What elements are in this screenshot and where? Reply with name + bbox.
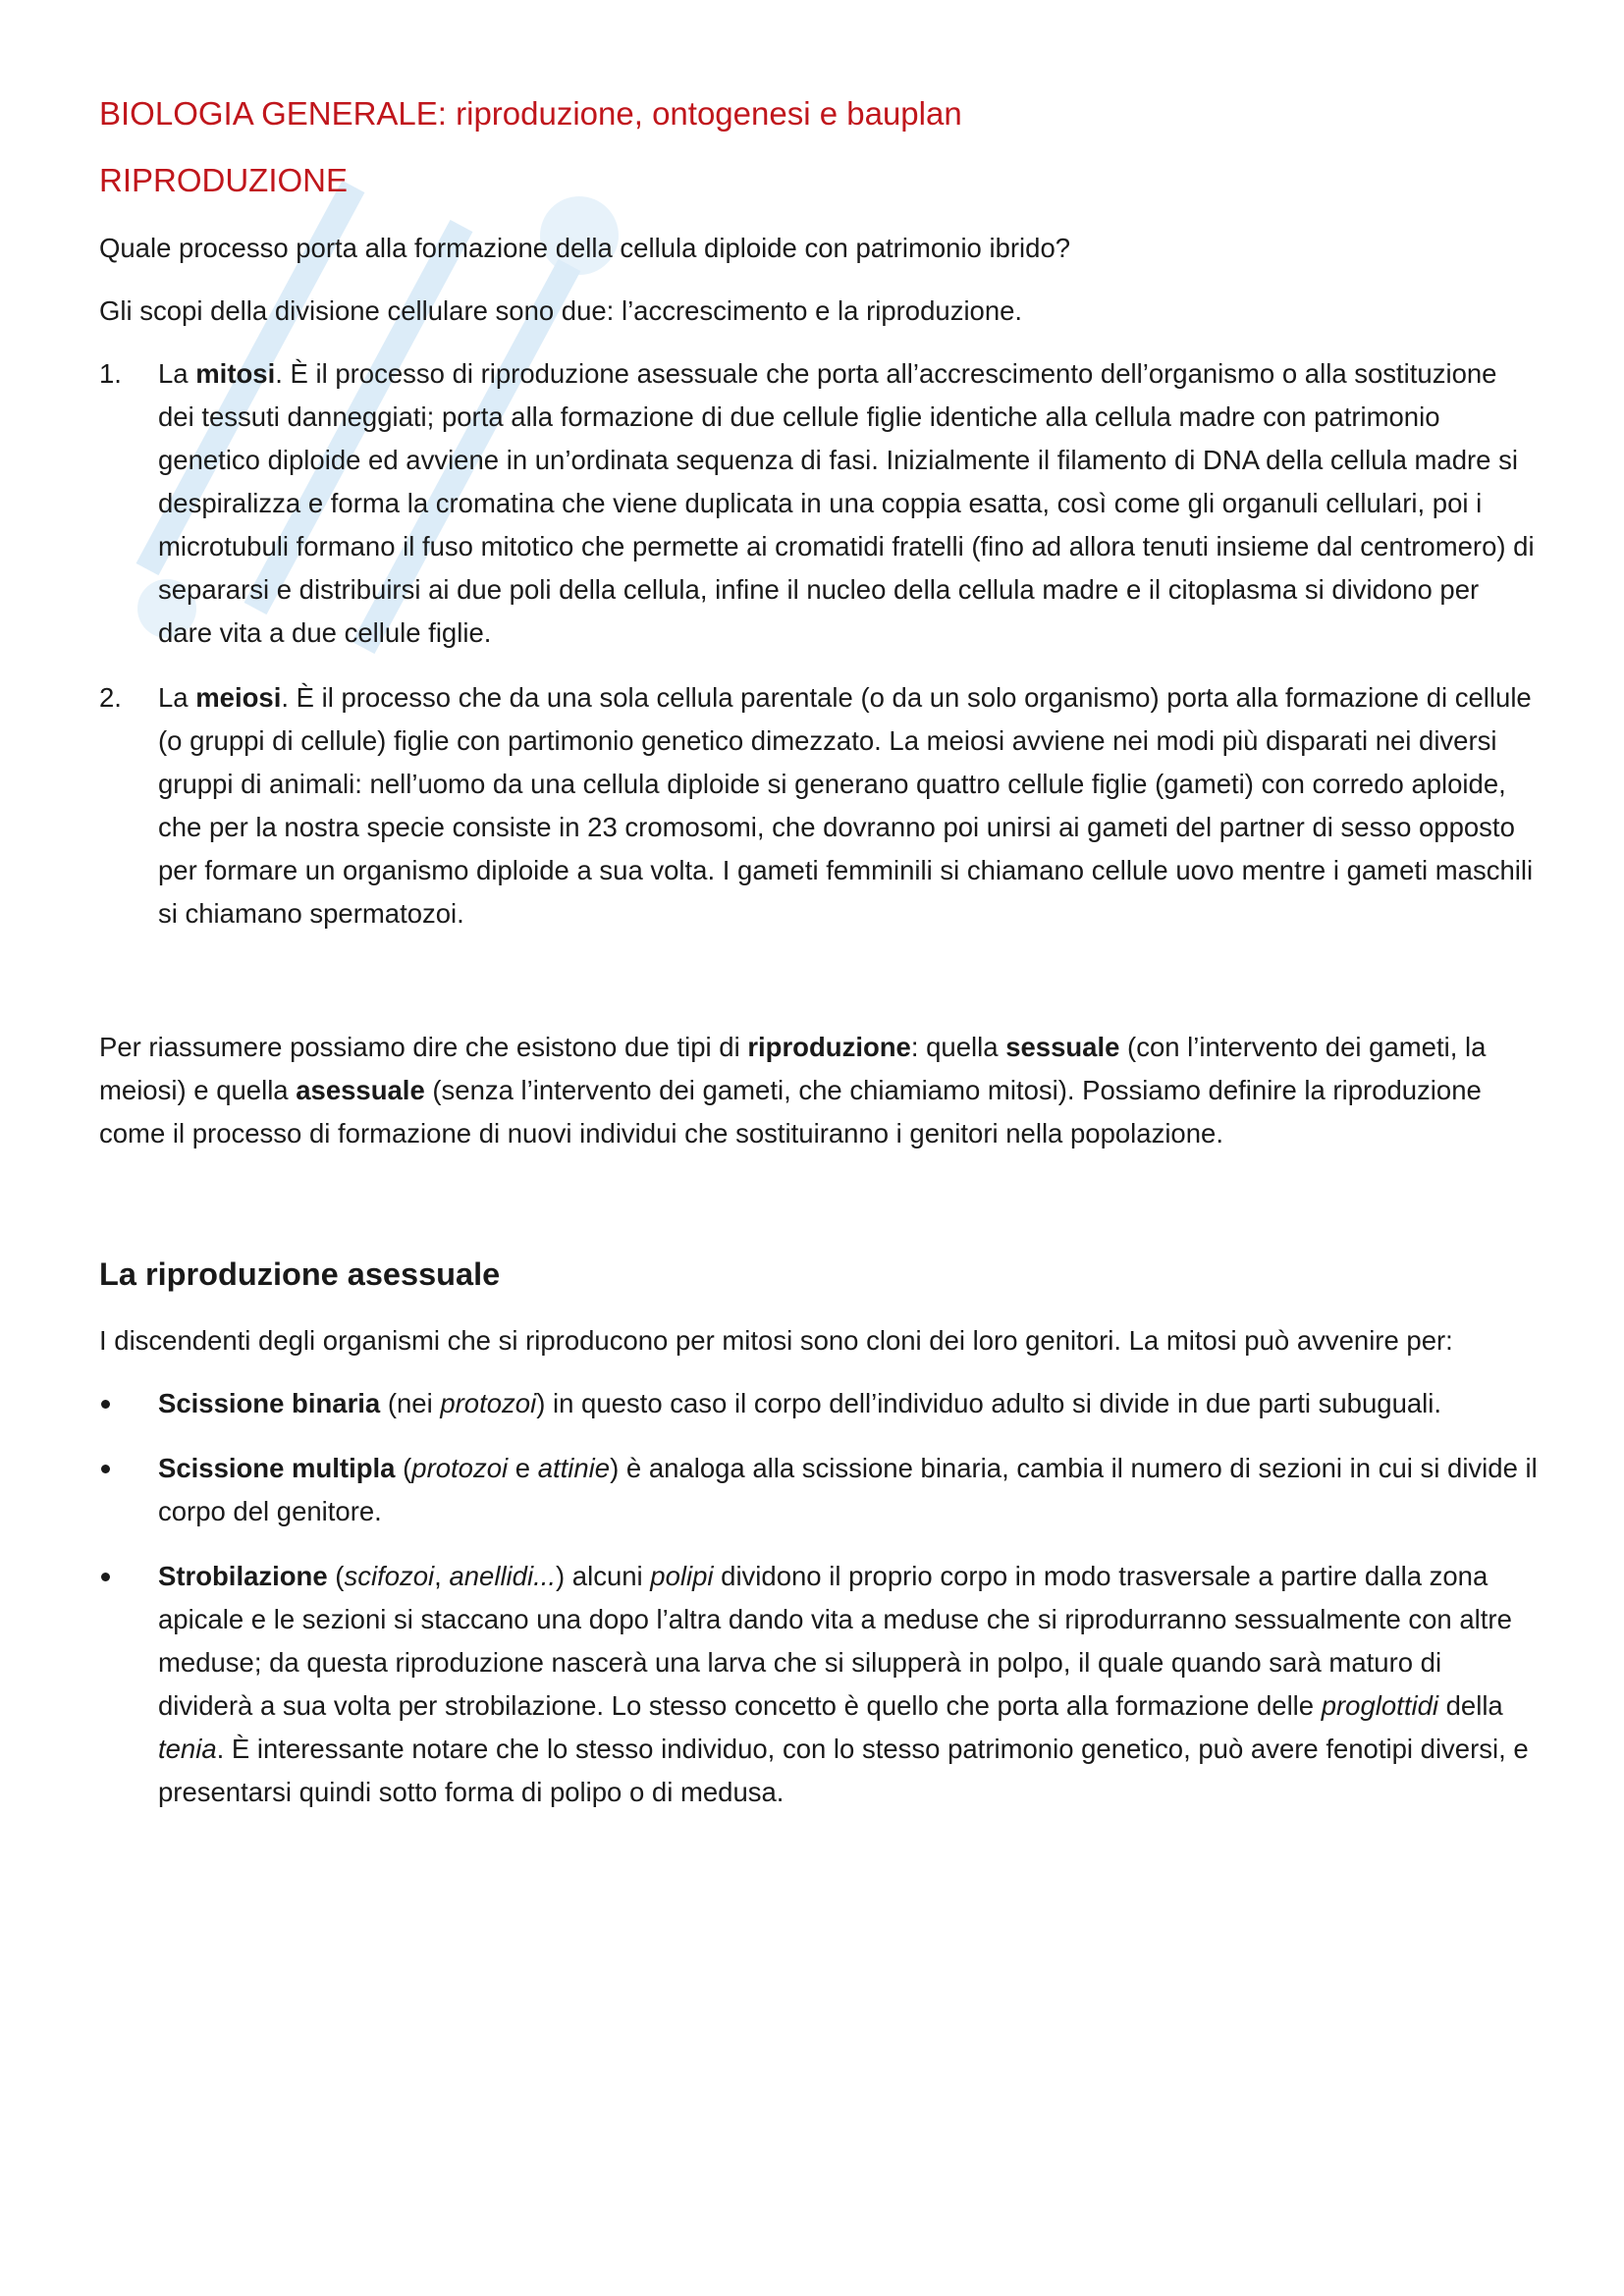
section-intro-paragraph: I discendenti degli organismi che si riproducono per mitosi sono cloni dei loro genitori. La mitosi può avvenire per: <box>99 1325 1453 1357</box>
bullet-icon <box>101 1400 110 1409</box>
document-page <box>99 94 1539 1836</box>
bullet-list <box>99 1382 1539 1814</box>
list-item <box>99 676 1539 935</box>
bullet-text: dividono il proprio corpo in modo trasversale a partire dalla zona apicale e le sezioni si staccano una dopo l’altra dando vita a meduse che si riprodurranno sessualmente con altre meduse; da questa riproduzione nascerà una larva che si silupperà in polpo, il quale quando sarà maturo di dividerà a sua volta per strobilazione. Lo stesso concetto è quello che porta alla formazione delle <box>158 1561 1512 1722</box>
bullet-text: (nei <box>380 1388 441 1419</box>
bullet-term: Scissione binaria <box>158 1388 381 1419</box>
bullet-italic: anellidi... <box>449 1561 556 1592</box>
document-title: BIOLOGIA GENERALE: riproduzione, ontogenesi e bauplan <box>99 95 962 132</box>
term-mitosi: mitosi <box>195 358 276 390</box>
bullet-italic: proglottidi <box>1321 1690 1438 1722</box>
section-heading: La riproduzione asessuale <box>99 1256 501 1293</box>
bullet-italic: protozoi <box>411 1453 509 1484</box>
term-meiosi: meiosi <box>195 682 282 714</box>
bullet-text: ) in questo caso il corpo dell’individuo adulto si divide in due parti subuguali. <box>536 1388 1442 1419</box>
summary-text: (senza l’intervento dei gameti, che chiamiamo mitosi). Possiamo definire la riproduzione come il processo di formazione di nuovi individui che sostituiranno i genitori nella popolazione. <box>99 1075 1482 1149</box>
summary-bold: riproduzione <box>747 1032 911 1063</box>
bullet-text: ) è analoga alla scissione binaria, cambia il numero di sezioni in cui si divide il corpo del genitore. <box>158 1453 1538 1527</box>
section-subtitle: RIPRODUZIONE <box>99 161 349 198</box>
list-number: 2. <box>99 682 122 714</box>
bullet-italic: protozoi <box>440 1388 537 1419</box>
bullet-text: e <box>508 1453 538 1484</box>
bullet-item <box>99 1555 1539 1814</box>
bullet-item <box>99 1382 1539 1425</box>
bullet-term: Strobilazione <box>158 1561 328 1592</box>
list-number: 1. <box>99 358 122 390</box>
bullet-text: , <box>434 1561 450 1592</box>
bullet-item <box>99 1447 1539 1533</box>
summary-paragraph <box>99 1026 1539 1155</box>
bullet-text: della <box>1437 1690 1503 1722</box>
intro-paragraph: Gli scopi della divisione cellulare sono due: l’accrescimento e la riproduzione. <box>99 295 1023 327</box>
summary-bold: sessuale <box>1005 1032 1120 1063</box>
list-text: . È il processo che da una sola cellula parentale (o da un solo organismo) porta alla formazione di cellule (o gruppi di cellule) figlie con partimonio genetico dimezzato. La meiosi avviene nei modi più disparati nei diversi gruppi di animali: nell’uomo da una cellula diploide si generano quattro cellule figlie (gameti) con corredo aploide, che per la nostra specie consiste in 23 cromosomi, che dovranno poi unirsi ai gameti del partner di sesso opposto per formare un organismo diploide a sua volta. I gameti femminili si chiamano cellule uovo mentre i gameti maschili si chiamano spermatozoi. <box>158 682 1534 930</box>
summary-text: : quella <box>910 1032 1006 1063</box>
bullet-italic: scifozoi <box>344 1561 435 1592</box>
bullet-text: ( <box>395 1453 412 1484</box>
bullet-term: Scissione multipla <box>158 1453 396 1484</box>
list-lead: La <box>158 358 196 390</box>
bullet-italic: polipi <box>650 1561 714 1592</box>
list-item <box>99 352 1539 655</box>
bullet-italic: tenia <box>158 1734 217 1765</box>
bullet-text: ( <box>327 1561 345 1592</box>
question-paragraph: Quale processo porta alla formazione della cellula diploide con patrimonio ibrido? <box>99 233 1071 264</box>
numbered-list <box>99 352 1539 935</box>
bullet-italic: attinie <box>537 1453 611 1484</box>
bullet-text: ) alcuni <box>556 1561 651 1592</box>
summary-text: (con l’intervento dei gameti, la meiosi) e quella <box>99 1032 1487 1106</box>
summary-text: Per riassumere possiamo dire che esistono due tipi di <box>99 1032 748 1063</box>
list-lead: La <box>158 682 196 714</box>
bullet-icon <box>101 1573 110 1581</box>
bullet-text: . È interessante notare che lo stesso individuo, con lo stesso patrimonio genetico, può avere fenotipi diversi, e presentarsi quindi sotto forma di polipo o di medusa. <box>158 1734 1529 1808</box>
summary-bold: asessuale <box>296 1075 425 1106</box>
list-text: . È il processo di riproduzione asessuale che porta all’accrescimento dell’organismo o alla sostituzione dei tessuti danneggiati; porta alla formazione di due cellule figlie identiche alla cellula madre con patrimonio genetico diploide ed avviene in un’ordinata sequenza di fasi. Inizialmente il filamento di DNA della cellula madre si despiralizza e forma la cromatina che viene duplicata in una coppia esatta, così come gli organuli cellulari, poi i microtubuli formano il fuso mitotico che permette ai cromatidi fratelli (fino ad allora tenuti insieme dal centromero) di separarsi e distribuirsi ai due poli della cellula, infine il nucleo della cellula madre e il citoplasma si dividono per dare vita a due cellule figlie. <box>158 358 1535 649</box>
bullet-icon <box>101 1465 110 1473</box>
